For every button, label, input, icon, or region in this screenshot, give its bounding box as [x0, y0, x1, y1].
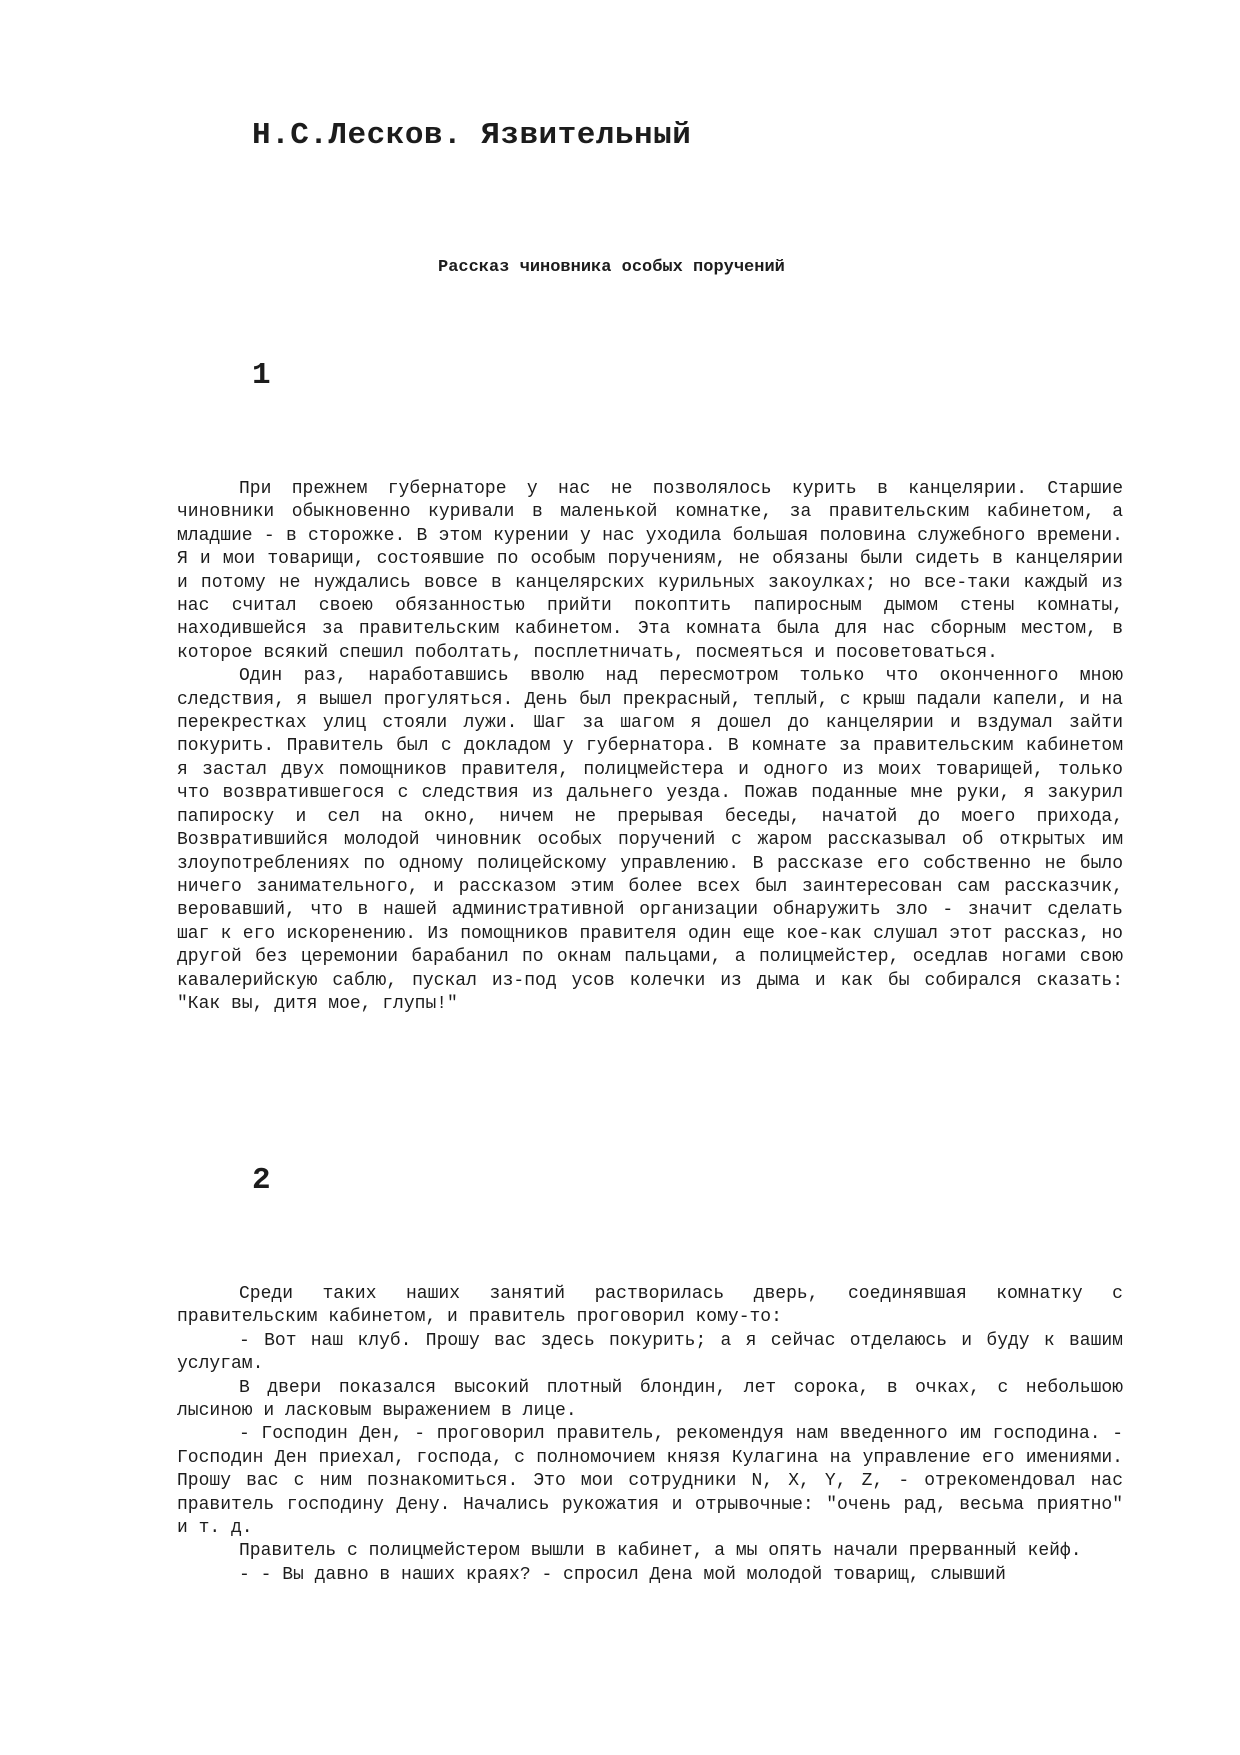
chapter-1-number: 1	[252, 358, 271, 393]
chapter-2-paragraph-5: Правитель с полицмейстером вышли в кабинет, а мы опять начали прерванный кейф.	[239, 1541, 1082, 1562]
chapter-2-text	[177, 1283, 1123, 1587]
chapter-2-number: 2	[252, 1163, 271, 1198]
document-title: Н.С.Лесков. Язвительный	[252, 118, 692, 153]
chapter-2-paragraph-1: Среди таких наших занятий растворилась дверь, соединявшая комнатку с правительским кабинетом, и правитель проговорил кому-то:	[177, 1284, 1123, 1328]
chapter-2-paragraph-6: - - Вы давно в наших краях? - спросил Дена мой молодой товарищ, слывший	[239, 1564, 1006, 1585]
chapter-1-text	[177, 478, 1123, 1016]
chapter-2-paragraph-4: - Господин Ден, - проговорил правитель, рекомендуя нам введенного им господина. - Господин Ден приехал, господа, с полномочием князя Кулагина на управление его имениями. Прошу вас с ним познакомиться. Это мои сотрудники N, X, Y, Z, - отрекомендовал нас правитель господину Дену. Начались рукожатия и отрывочные: "очень рад, весьма приятно" и т. д.	[177, 1424, 1123, 1539]
document-subtitle: Рассказ чиновника особых поручений	[438, 258, 785, 277]
chapter-1-paragraph-2: Один раз, наработавшись вволю над пересмотром только что оконченного мною следствия, я вышел прогуляться. День был прекрасный, теплый, с крыш падали капели, и на перекрестках улиц стояли лужи. Шаг за шагом я дошел до канцелярии и вздумал зайти покурить. Правитель был с докладом у губернатора. В комнате за правительским кабинетом я застал двух помощников правителя, полицмейстера и одного из моих товарищей, только что возвратившегося с следствия из дальнего уезда. Пожав поданные мне руки, я закурил папироску и сел на окно, ничем не прерывая беседы, начатой до моего прихода, Возвратившийся молодой чиновник особых поручений с жаром рассказывал об открытых им злоупотреблениях по одному полицейскому управлению. В рассказе его собственно не было ничего занимательного, и рассказом этим более всех был заинтересован сам рассказчик, веровавший, что в нашей административной организации обнаружить зло - значит сделать шаг к его искоренению. Из помощников правителя один еще кое-как слушал этот рассказ, но другой без церемонии барабанил по окнам пальцами, а полицмейстер, оседлав ногами свою кавалерийскую саблю, пускал из-под усов колечки из дыма и как бы собирался сказать: "Как вы, дитя мое, глупы!"	[177, 666, 1123, 1014]
chapter-2-paragraph-2: - Вот наш клуб. Прошу вас здесь покурить; а я сейчас отделаюсь и буду к вашим услугам.	[177, 1330, 1123, 1375]
chapter-1-paragraph-1: При прежнем губернаторе у нас не позволялось курить в канцелярии. Старшие чиновники обыкновенно куривали в маленькой комнатке, за правительским кабинетом, а младшие - в сторожке. В этом курении у нас уходила большая половина служебного времени. Я и мои товарищи, состоявшие по особым поручениям, не обязаны были сидеть в канцелярии и потому не нуждались вовсе в канцелярских курильных закоулках; но все-таки каждый из нас считал своею обязанностью прийти покоптить папиросным дымом стены комнаты, находившейся за правительским кабинетом. Эта комната была для нас сборным местом, в которое всякий спешил поболтать, посплетничать, посмеяться и посоветоваться.	[177, 479, 1123, 663]
chapter-2-paragraph-3: В двери показался высокий плотный блондин, лет сорока, в очках, с небольшою лысиною и ласковым выражением в лице.	[177, 1377, 1123, 1422]
